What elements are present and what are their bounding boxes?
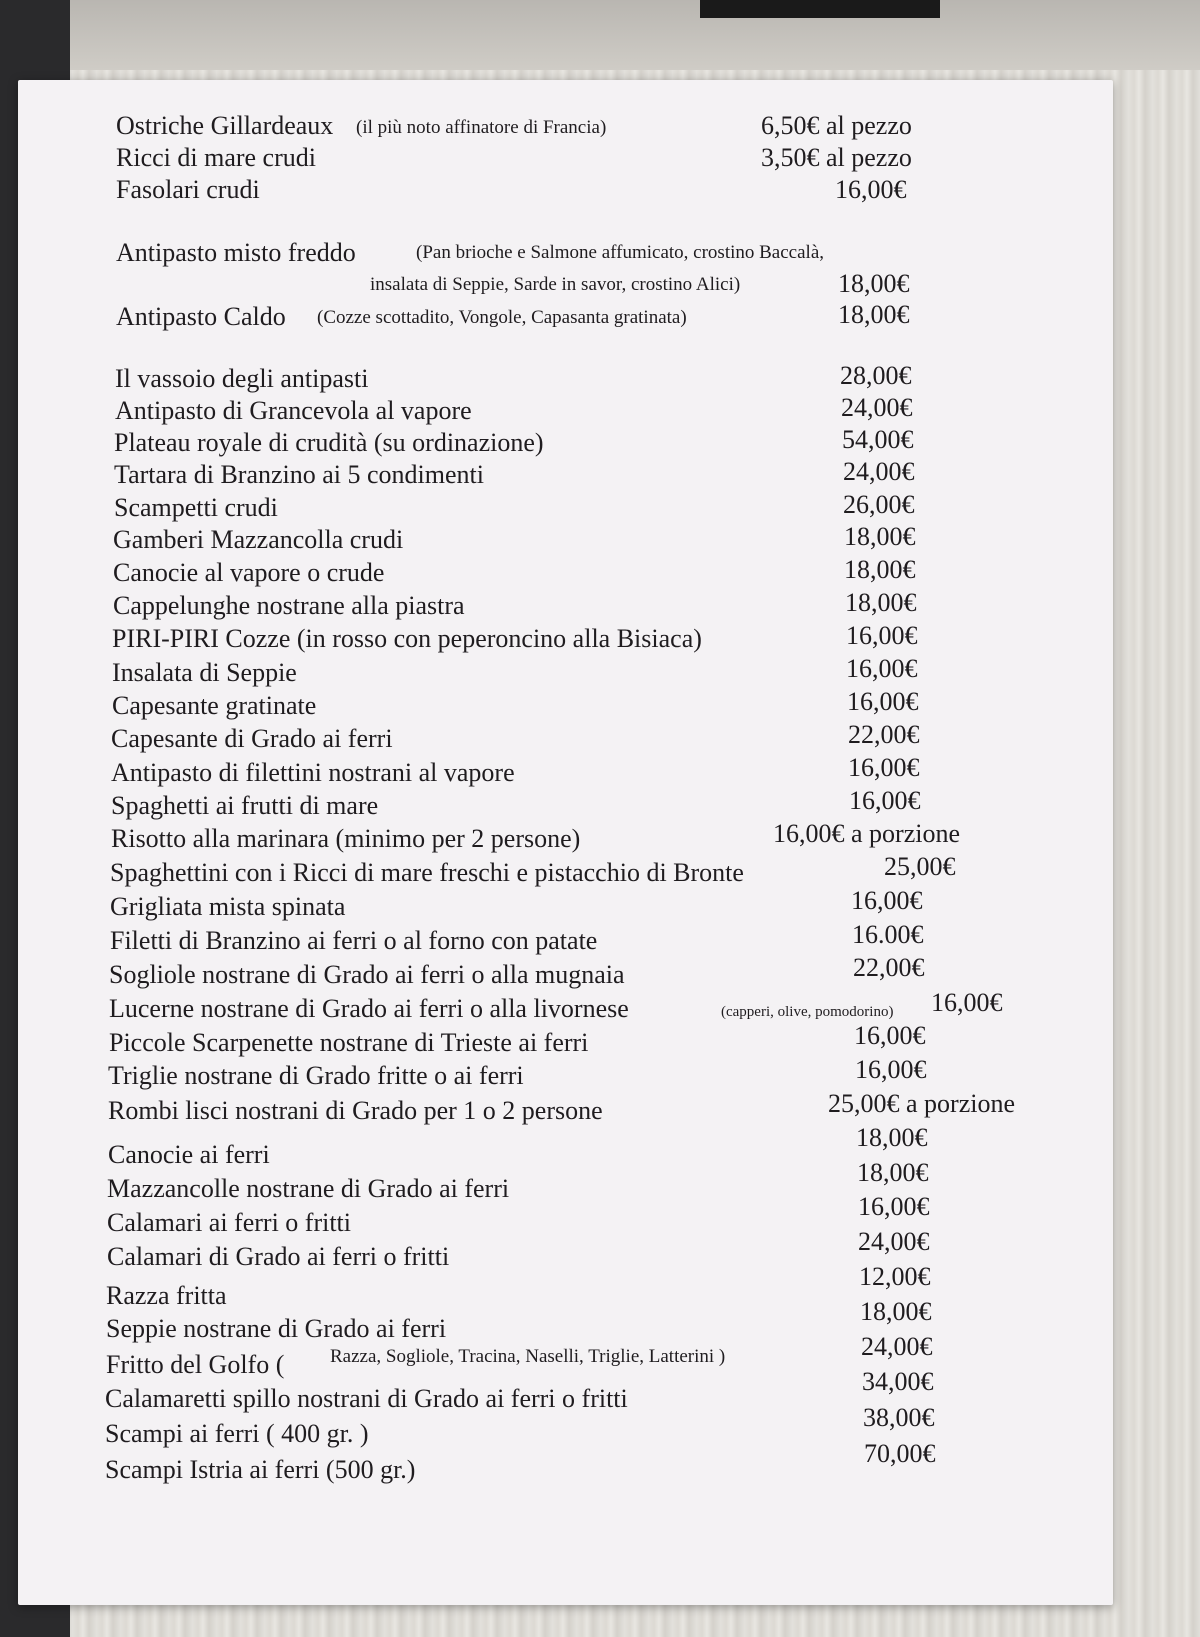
menu-item-name: Lucerne nostrane di Grado ai ferri o alla livornese bbox=[109, 994, 629, 1023]
menu-item-name: Calamaretti spillo nostrani di Grado ai ferri o fritti bbox=[105, 1384, 628, 1413]
menu-item-name: Tartara di Branzino ai 5 condimenti bbox=[114, 460, 484, 489]
menu-item-note: (capperi, olive, pomodorino) bbox=[721, 1004, 894, 1020]
menu-item-name: Mazzancolle nostrane di Grado ai ferri bbox=[107, 1174, 510, 1203]
menu-item-name: Calamari di Grado ai ferri o fritti bbox=[107, 1242, 450, 1271]
menu-item-name: Canocie ai ferri bbox=[108, 1140, 270, 1169]
menu-item-price: 16,00€ bbox=[851, 886, 923, 915]
menu-item-price: 24,00€ bbox=[861, 1332, 933, 1361]
menu-item-name: Piccole Scarpenette nostrane di Trieste ai ferri bbox=[109, 1028, 589, 1057]
menu-item-name: Antipasto di Grancevola al vapore bbox=[115, 396, 472, 425]
menu-item-name: Antipasto misto freddo bbox=[116, 238, 356, 267]
menu-item-price: 38,00€ bbox=[863, 1403, 935, 1432]
menu-item-name: Scampetti crudi bbox=[114, 493, 278, 522]
menu-item-name: PIRI-PIRI Cozze (in rosso con peperoncino alla Bisiaca) bbox=[112, 624, 702, 653]
menu-item-name: Canocie al vapore o crude bbox=[113, 558, 385, 587]
menu-item-name: Capesante gratinate bbox=[112, 691, 317, 720]
menu-item-price: 16,00€ a porzione bbox=[773, 819, 961, 848]
menu-item-name: Gamberi Mazzancolla crudi bbox=[113, 525, 404, 554]
menu-item-name: Ostriche Gillardeaux bbox=[116, 111, 334, 140]
menu-item-name: Cappelunghe nostrane alla piastra bbox=[113, 591, 465, 620]
menu-item-name: Sogliole nostrane di Grado ai ferri o alla mugnaia bbox=[109, 960, 625, 989]
menu-item-price: 18,00€ bbox=[856, 1123, 928, 1152]
menu-item-price: 12,00€ bbox=[859, 1262, 931, 1291]
menu-item-price: 22,00€ bbox=[848, 720, 920, 749]
top-background bbox=[0, 0, 1200, 70]
menu-item-name: Antipasto di filettini nostrani al vapore bbox=[111, 758, 515, 787]
menu-item-price: 18,00€ bbox=[838, 269, 910, 298]
menu-item-note: (Pan brioche e Salmone affumicato, crostino Baccalà, bbox=[416, 242, 824, 263]
menu-item-price: 26,00€ bbox=[843, 490, 915, 519]
menu-item-price: 16,00€ bbox=[849, 786, 921, 815]
menu-item-name: Triglie nostrane di Grado fritte o ai ferri bbox=[108, 1061, 524, 1090]
menu-item-name: Calamari ai ferri o fritti bbox=[107, 1208, 352, 1237]
menu-item-price: 16,00€ bbox=[846, 621, 918, 650]
menu-item-price: 24,00€ bbox=[843, 457, 915, 486]
menu-item-name: Filetti di Branzino ai ferri o al forno con patate bbox=[110, 926, 598, 955]
menu-item-name: Spaghettini con i Ricci di mare freschi e pistacchio di Bronte bbox=[110, 858, 744, 887]
menu-item-note: (Cozze scottadito, Vongole, Capasanta gratinata) bbox=[317, 307, 687, 328]
menu-item-price: 18,00€ bbox=[857, 1158, 929, 1187]
menu-item-price: 24,00€ bbox=[858, 1227, 930, 1256]
menu-item-price: 25,00€ a porzione bbox=[828, 1089, 1016, 1118]
menu-item-price: 25,00€ bbox=[884, 852, 956, 881]
menu-item-name: Capesante di Grado ai ferri bbox=[111, 724, 393, 753]
menu-item-name: Grigliata mista spinata bbox=[110, 892, 346, 921]
menu-item-price: 34,00€ bbox=[862, 1367, 934, 1396]
menu-item-name: Spaghetti ai frutti di mare bbox=[111, 791, 379, 820]
menu-item-name: Antipasto Caldo bbox=[116, 302, 286, 331]
menu-item-name: Risotto alla marinara (minimo per 2 persone) bbox=[111, 824, 581, 853]
menu-item-price: 18,00€ bbox=[844, 555, 916, 584]
menu-item-price: 16,00€ bbox=[854, 1021, 926, 1050]
menu-item-note: (il più noto affinatore di Francia) bbox=[356, 117, 607, 138]
menu-item-price: 16,00€ bbox=[858, 1192, 930, 1221]
menu-item-price: 16,00€ bbox=[847, 687, 919, 716]
menu-item-price: 22,00€ bbox=[853, 953, 925, 982]
menu-item-name: Scampi Istria ai ferri (500 gr.) bbox=[105, 1455, 416, 1484]
menu-item-name: Razza fritta bbox=[106, 1281, 227, 1310]
menu-item-name: Ricci di mare crudi bbox=[116, 143, 316, 172]
menu-item-price: 54,00€ bbox=[842, 425, 914, 454]
dark-object bbox=[700, 0, 940, 18]
menu-item-name: Rombi lisci nostrani di Grado per 1 o 2 persone bbox=[108, 1096, 603, 1125]
menu-item-price: 28,00€ bbox=[840, 361, 912, 390]
menu-item-price: 70,00€ bbox=[864, 1439, 936, 1468]
menu-item-note: insalata di Seppie, Sarde in savor, crostino Alici) bbox=[370, 274, 741, 295]
menu-item-name: Insalata di Seppie bbox=[112, 658, 297, 687]
menu-item-price: 16,00€ bbox=[855, 1055, 927, 1084]
menu-item-name: Scampi ai ferri ( 400 gr. ) bbox=[105, 1419, 369, 1448]
menu-item-name: Fritto del Golfo ( bbox=[106, 1350, 285, 1379]
menu-sheet bbox=[18, 80, 1113, 1605]
menu-item-price: 16,00€ bbox=[848, 753, 920, 782]
menu-item-price: 16,00€ bbox=[846, 654, 918, 683]
menu-item-price: 3,50€ al pezzo bbox=[761, 143, 912, 172]
menu-item-price: 16,00€ bbox=[835, 175, 907, 204]
menu-item-name: Il vassoio degli antipasti bbox=[115, 364, 369, 393]
menu-item-price: 16.00€ bbox=[852, 920, 924, 949]
menu-item-name: Plateau royale di crudità (su ordinazione) bbox=[114, 428, 544, 457]
menu-item-price: 24,00€ bbox=[841, 393, 913, 422]
menu-item-name: Fasolari crudi bbox=[116, 175, 260, 204]
menu-item-price: 16,00€ bbox=[931, 988, 1003, 1017]
menu-item-price: 18,00€ bbox=[838, 300, 910, 329]
menu-item-price: 18,00€ bbox=[844, 522, 916, 551]
menu-item-price: 18,00€ bbox=[860, 1297, 932, 1326]
menu-item-price: 18,00€ bbox=[845, 588, 917, 617]
menu-item-note: Razza, Sogliole, Tracina, Naselli, Triglie, Latterini ) bbox=[330, 1346, 726, 1367]
menu-item-name: Seppie nostrane di Grado ai ferri bbox=[106, 1314, 447, 1343]
menu-item-price: 6,50€ al pezzo bbox=[761, 111, 912, 140]
